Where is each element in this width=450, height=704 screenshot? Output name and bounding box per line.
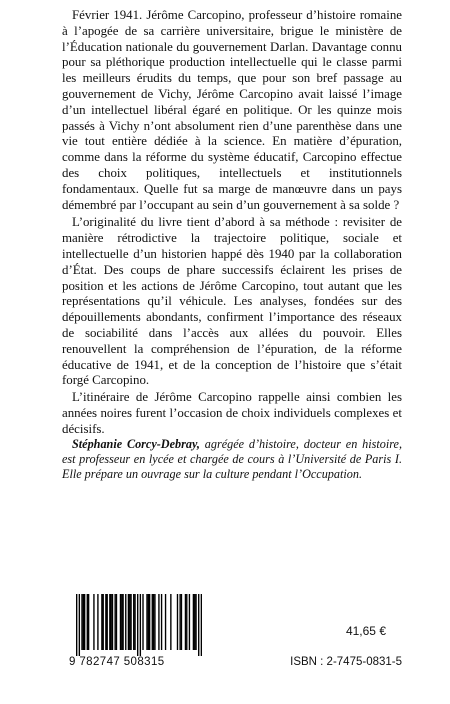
author-name: Stéphanie Corcy-Debray, <box>72 437 200 451</box>
barcode-bar <box>84 594 85 650</box>
paragraph-1: Février 1941. Jérôme Carcopino, professeur d’histoire romaine à l’apogée de sa carrière universitaire, brigue le ministère de l’Éducation nationale du gouvernement Darlan. Davantage connu pour sa pléthorique production intellectuelle qui le classe parmi les meilleurs érudits du temps, que pour son bref passage au gouvernement de Vichy, Jérôme Carcopino avait laissé l’image d’un intellectuel libéral égaré en politique. Or les quinze mois passés à Vichy n’ont absolument rien d’une parenthèse dans une vie tout entière dédiée à la science. En matière d’épuration, comme dans la réforme du système éducatif, Carcopino effectue des choix politiques, intellectuels et institutionnels fondamentaux. Quelle fut sa marge de manœuvre dans un pays démembré par l’occupant au sein d’un gouvernement à sa solde ? <box>62 8 402 212</box>
barcode-bar <box>149 594 150 650</box>
barcode-bar <box>121 594 122 650</box>
barcode-bar <box>129 594 130 650</box>
barcode-bar <box>165 594 166 650</box>
barcode-bar <box>87 594 88 650</box>
barcode-bar <box>101 594 102 650</box>
barcode-bar <box>186 594 187 650</box>
barcode-bar <box>110 594 111 650</box>
author-bio-text: agrégée d’histoire, docteur en histoire, est professeur en lycée et chargée de cours à l’Université de Paris I. Elle prépare un ouvrage sur la culture pendant l’Occupation. <box>62 437 402 481</box>
barcode-bar <box>198 594 199 656</box>
barcode-bar <box>76 594 77 656</box>
price: 41,65 € <box>345 624 386 638</box>
barcode-bar <box>116 594 117 650</box>
barcode-bar <box>114 594 115 650</box>
barcode-bar <box>181 594 182 650</box>
barcode-bar <box>97 594 98 650</box>
barcode-bar <box>189 594 190 650</box>
barcode-bar <box>161 594 162 650</box>
barcode-bar <box>125 594 126 650</box>
barcode-bar <box>185 594 186 650</box>
barcode-bar <box>120 594 121 650</box>
paragraph-3: L’itinéraire de Jérôme Carcopino rappelle ainsi combien les années noires furent l’occasion de choix individuels complexes et décisifs. <box>62 390 402 436</box>
barcode-bar <box>130 594 131 650</box>
barcode-bar <box>194 594 195 650</box>
paragraph-2: L’originalité du livre tient d’abord à sa méthode : revisiter de manière rétrodictive la trajectoire politique, sociale et intellectuelle d’un historien happé dès 1940 par la collaboration d’État. Des coups de phare successifs éclairent les prises de position et les actions de Jérôme Carcopino, tout autant que les représentations qu’il véhicule. Les analyses, fondées sur des dépouillements abondants, confirment l’importance des réseaux de sociabilité dans l’accès aux allées du pouvoir. Elles renouvellent la compréhension de l’épuration, de la réforme éducative de 1941, et de la conception de l’histoire que s’était forgé Carcopino. <box>62 215 402 388</box>
barcode-bar <box>109 594 110 650</box>
barcode <box>76 594 202 656</box>
isbn: ISBN : 2-7475-0831-5 <box>290 656 402 668</box>
barcode-bar <box>201 594 202 656</box>
barcode-bar <box>153 594 154 650</box>
summary-text <box>62 8 402 439</box>
barcode-bar <box>177 594 178 650</box>
barcode-bar <box>107 594 108 650</box>
barcode-bar <box>105 594 106 650</box>
barcode-bar <box>152 594 153 650</box>
barcode-bar <box>146 594 147 650</box>
barcode-bar <box>133 594 134 650</box>
barcode-bar <box>122 594 123 650</box>
barcode-bar <box>148 594 149 650</box>
barcode-bar <box>112 594 113 650</box>
barcode-bar <box>88 594 89 650</box>
barcode-bar <box>134 594 135 650</box>
barcode-digits: 9 782747 508315 <box>69 656 165 668</box>
barcode-bar <box>81 594 82 650</box>
barcode-bar <box>93 594 94 650</box>
barcode-bar <box>193 594 194 650</box>
barcode-bar <box>154 594 155 650</box>
barcode-bar <box>140 594 141 656</box>
barcode-bar <box>79 594 80 656</box>
barcode-bar <box>158 594 159 650</box>
barcode-bar <box>142 594 143 650</box>
barcode-bar <box>83 594 84 650</box>
barcode-bar <box>170 594 171 650</box>
barcode-bar <box>128 594 129 650</box>
barcode-bar <box>103 594 104 650</box>
barcode-bar <box>137 594 138 656</box>
author-bio <box>62 437 402 482</box>
barcode-bar <box>179 594 180 650</box>
barcode-bar <box>195 594 196 650</box>
